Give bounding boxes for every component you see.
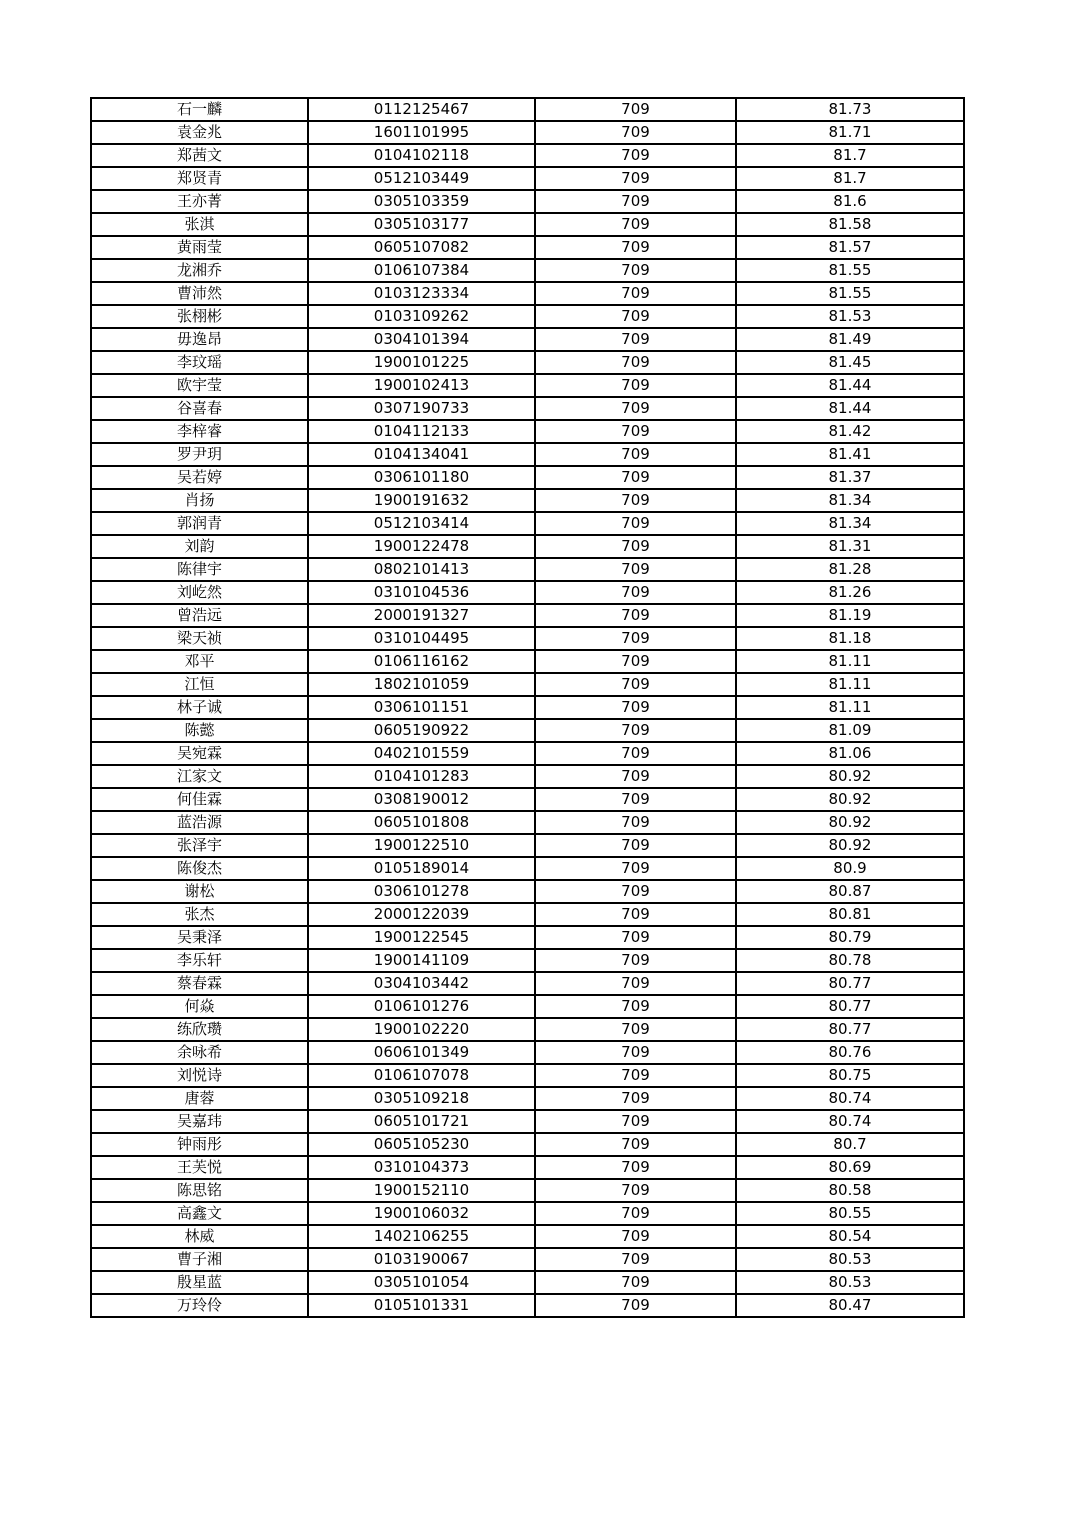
table-row — [91, 1133, 964, 1156]
subject-code-cell: 709 — [535, 443, 736, 466]
score-cell: 81.53 — [736, 305, 964, 328]
candidate-name-cell: 张淇 — [91, 213, 308, 236]
candidate-id-cell: 0310104536 — [308, 581, 535, 604]
score-cell: 81.55 — [736, 282, 964, 305]
candidate-name-cell: 练欣瓒 — [91, 1018, 308, 1041]
score-cell: 81.55 — [736, 259, 964, 282]
table-row — [91, 811, 964, 834]
candidate-id-cell: 1802101059 — [308, 673, 535, 696]
score-cell: 81.31 — [736, 535, 964, 558]
table-row — [91, 98, 964, 121]
table-row — [91, 1294, 964, 1317]
table-row — [91, 213, 964, 236]
candidate-name-cell: 林子诚 — [91, 696, 308, 719]
score-cell: 80.7 — [736, 1133, 964, 1156]
subject-code-cell: 709 — [535, 489, 736, 512]
score-cell: 81.37 — [736, 466, 964, 489]
subject-code-cell: 709 — [535, 144, 736, 167]
table-row — [91, 1156, 964, 1179]
table-row — [91, 1179, 964, 1202]
candidate-name-cell: 梁天祯 — [91, 627, 308, 650]
candidate-id-cell: 1900141109 — [308, 949, 535, 972]
candidate-id-cell: 0104112133 — [308, 420, 535, 443]
score-cell: 80.92 — [736, 834, 964, 857]
table-row — [91, 558, 964, 581]
candidate-id-cell: 1900101225 — [308, 351, 535, 374]
table-row — [91, 604, 964, 627]
candidate-name-cell: 曹沛然 — [91, 282, 308, 305]
candidate-id-cell: 2000122039 — [308, 903, 535, 926]
score-table — [90, 97, 965, 1318]
score-cell: 81.49 — [736, 328, 964, 351]
table-row — [91, 765, 964, 788]
table-row — [91, 351, 964, 374]
score-cell: 81.11 — [736, 650, 964, 673]
candidate-name-cell: 陈律宇 — [91, 558, 308, 581]
table-row — [91, 167, 964, 190]
table-row — [91, 1225, 964, 1248]
candidate-name-cell: 钟雨彤 — [91, 1133, 308, 1156]
score-cell: 81.26 — [736, 581, 964, 604]
table-row — [91, 144, 964, 167]
score-cell: 80.92 — [736, 788, 964, 811]
subject-code-cell: 709 — [535, 1179, 736, 1202]
candidate-name-cell: 林威 — [91, 1225, 308, 1248]
candidate-name-cell: 蔡春霖 — [91, 972, 308, 995]
candidate-id-cell: 0103190067 — [308, 1248, 535, 1271]
table-row — [91, 420, 964, 443]
candidate-name-cell: 蓝浩源 — [91, 811, 308, 834]
score-cell: 80.9 — [736, 857, 964, 880]
candidate-id-cell: 0606101349 — [308, 1041, 535, 1064]
table-row — [91, 1248, 964, 1271]
candidate-id-cell: 0605107082 — [308, 236, 535, 259]
candidate-name-cell: 袁金兆 — [91, 121, 308, 144]
candidate-name-cell: 李乐轩 — [91, 949, 308, 972]
candidate-name-cell: 余咏希 — [91, 1041, 308, 1064]
subject-code-cell: 709 — [535, 167, 736, 190]
candidate-id-cell: 1900106032 — [308, 1202, 535, 1225]
table-row — [91, 466, 964, 489]
table-row — [91, 190, 964, 213]
score-cell: 81.7 — [736, 144, 964, 167]
score-cell: 80.77 — [736, 1018, 964, 1041]
candidate-name-cell: 肖扬 — [91, 489, 308, 512]
candidate-name-cell: 郭润青 — [91, 512, 308, 535]
score-sheet — [90, 97, 963, 1318]
table-row — [91, 857, 964, 880]
candidate-name-cell: 吴若婷 — [91, 466, 308, 489]
score-cell: 81.6 — [736, 190, 964, 213]
candidate-name-cell: 何焱 — [91, 995, 308, 1018]
score-cell: 80.78 — [736, 949, 964, 972]
score-cell: 81.28 — [736, 558, 964, 581]
subject-code-cell: 709 — [535, 397, 736, 420]
subject-code-cell: 709 — [535, 673, 736, 696]
candidate-name-cell: 曹子湘 — [91, 1248, 308, 1271]
table-row — [91, 834, 964, 857]
candidate-name-cell: 龙湘乔 — [91, 259, 308, 282]
candidate-name-cell: 殷星蓝 — [91, 1271, 308, 1294]
subject-code-cell: 709 — [535, 512, 736, 535]
score-cell: 80.77 — [736, 995, 964, 1018]
subject-code-cell: 709 — [535, 719, 736, 742]
subject-code-cell: 709 — [535, 627, 736, 650]
candidate-name-cell: 何佳霖 — [91, 788, 308, 811]
candidate-name-cell: 王亦菁 — [91, 190, 308, 213]
score-cell: 81.45 — [736, 351, 964, 374]
candidate-id-cell: 0306101151 — [308, 696, 535, 719]
candidate-name-cell: 吴嘉玮 — [91, 1110, 308, 1133]
candidate-id-cell: 0105101331 — [308, 1294, 535, 1317]
candidate-id-cell: 0104134041 — [308, 443, 535, 466]
candidate-id-cell: 0104102118 — [308, 144, 535, 167]
table-row — [91, 489, 964, 512]
score-cell: 80.81 — [736, 903, 964, 926]
table-row — [91, 719, 964, 742]
candidate-id-cell: 0104101283 — [308, 765, 535, 788]
table-row — [91, 742, 964, 765]
score-cell: 81.06 — [736, 742, 964, 765]
score-cell: 81.11 — [736, 696, 964, 719]
table-row — [91, 328, 964, 351]
candidate-id-cell: 0605190922 — [308, 719, 535, 742]
score-cell: 80.92 — [736, 811, 964, 834]
candidate-id-cell: 0304101394 — [308, 328, 535, 351]
score-cell: 81.41 — [736, 443, 964, 466]
score-cell: 80.79 — [736, 926, 964, 949]
subject-code-cell: 709 — [535, 466, 736, 489]
score-cell: 80.87 — [736, 880, 964, 903]
candidate-id-cell: 1900102220 — [308, 1018, 535, 1041]
candidate-id-cell: 1900122510 — [308, 834, 535, 857]
score-cell: 80.53 — [736, 1248, 964, 1271]
candidate-id-cell: 0402101559 — [308, 742, 535, 765]
score-cell: 81.09 — [736, 719, 964, 742]
candidate-name-cell: 万玲伶 — [91, 1294, 308, 1317]
score-cell: 81.44 — [736, 397, 964, 420]
table-row — [91, 1087, 964, 1110]
table-row — [91, 535, 964, 558]
subject-code-cell: 709 — [535, 1294, 736, 1317]
score-cell: 80.54 — [736, 1225, 964, 1248]
table-row — [91, 949, 964, 972]
candidate-id-cell: 0306101278 — [308, 880, 535, 903]
candidate-id-cell: 0310104495 — [308, 627, 535, 650]
table-row — [91, 788, 964, 811]
table-row — [91, 1110, 964, 1133]
subject-code-cell: 709 — [535, 1225, 736, 1248]
score-cell: 80.53 — [736, 1271, 964, 1294]
candidate-name-cell: 陈思铭 — [91, 1179, 308, 1202]
subject-code-cell: 709 — [535, 558, 736, 581]
subject-code-cell: 709 — [535, 650, 736, 673]
candidate-id-cell: 0103123334 — [308, 282, 535, 305]
candidate-id-cell: 0310104373 — [308, 1156, 535, 1179]
score-cell: 80.55 — [736, 1202, 964, 1225]
candidate-name-cell: 曾浩远 — [91, 604, 308, 627]
candidate-name-cell: 江家文 — [91, 765, 308, 788]
table-row — [91, 121, 964, 144]
subject-code-cell: 709 — [535, 926, 736, 949]
subject-code-cell: 709 — [535, 903, 736, 926]
candidate-name-cell: 唐蓉 — [91, 1087, 308, 1110]
subject-code-cell: 709 — [535, 259, 736, 282]
subject-code-cell: 709 — [535, 1202, 736, 1225]
candidate-id-cell: 0106107384 — [308, 259, 535, 282]
subject-code-cell: 709 — [535, 420, 736, 443]
subject-code-cell: 709 — [535, 1041, 736, 1064]
table-row — [91, 305, 964, 328]
candidate-name-cell: 毋逸昂 — [91, 328, 308, 351]
candidate-id-cell: 2000191327 — [308, 604, 535, 627]
candidate-id-cell: 1402106255 — [308, 1225, 535, 1248]
score-cell: 81.34 — [736, 512, 964, 535]
candidate-id-cell: 1900191632 — [308, 489, 535, 512]
score-table-body — [91, 98, 964, 1317]
subject-code-cell: 709 — [535, 535, 736, 558]
candidate-id-cell: 0106107078 — [308, 1064, 535, 1087]
table-row — [91, 995, 964, 1018]
candidate-name-cell: 罗尹玥 — [91, 443, 308, 466]
subject-code-cell: 709 — [535, 351, 736, 374]
candidate-id-cell: 0512103414 — [308, 512, 535, 535]
table-row — [91, 374, 964, 397]
candidate-id-cell: 1900122478 — [308, 535, 535, 558]
candidate-name-cell: 谷喜春 — [91, 397, 308, 420]
candidate-id-cell: 0305109218 — [308, 1087, 535, 1110]
score-cell: 81.73 — [736, 98, 964, 121]
score-cell: 80.74 — [736, 1110, 964, 1133]
candidate-id-cell: 0304103442 — [308, 972, 535, 995]
score-cell: 80.77 — [736, 972, 964, 995]
candidate-id-cell: 0105189014 — [308, 857, 535, 880]
score-cell: 80.75 — [736, 1064, 964, 1087]
candidate-name-cell: 黄雨莹 — [91, 236, 308, 259]
candidate-name-cell: 张泽宇 — [91, 834, 308, 857]
score-cell: 81.57 — [736, 236, 964, 259]
score-cell: 80.74 — [736, 1087, 964, 1110]
candidate-id-cell: 0106101276 — [308, 995, 535, 1018]
subject-code-cell: 709 — [535, 581, 736, 604]
table-row — [91, 443, 964, 466]
table-row — [91, 1202, 964, 1225]
subject-code-cell: 709 — [535, 328, 736, 351]
candidate-id-cell: 0305101054 — [308, 1271, 535, 1294]
subject-code-cell: 709 — [535, 213, 736, 236]
subject-code-cell: 709 — [535, 949, 736, 972]
candidate-name-cell: 刘屹然 — [91, 581, 308, 604]
candidate-id-cell: 0605101808 — [308, 811, 535, 834]
score-cell: 81.7 — [736, 167, 964, 190]
subject-code-cell: 709 — [535, 121, 736, 144]
subject-code-cell: 709 — [535, 696, 736, 719]
score-cell: 80.58 — [736, 1179, 964, 1202]
candidate-id-cell: 0307190733 — [308, 397, 535, 420]
subject-code-cell: 709 — [535, 1018, 736, 1041]
score-cell: 81.44 — [736, 374, 964, 397]
candidate-id-cell: 0605105230 — [308, 1133, 535, 1156]
subject-code-cell: 709 — [535, 305, 736, 328]
candidate-id-cell: 0802101413 — [308, 558, 535, 581]
subject-code-cell: 709 — [535, 1110, 736, 1133]
subject-code-cell: 709 — [535, 1087, 736, 1110]
candidate-name-cell: 郑贤青 — [91, 167, 308, 190]
subject-code-cell: 709 — [535, 604, 736, 627]
table-row — [91, 972, 964, 995]
candidate-id-cell: 1900122545 — [308, 926, 535, 949]
subject-code-cell: 709 — [535, 98, 736, 121]
table-row — [91, 1041, 964, 1064]
candidate-id-cell: 0103109262 — [308, 305, 535, 328]
candidate-name-cell: 吴秉泽 — [91, 926, 308, 949]
score-cell: 81.71 — [736, 121, 964, 144]
candidate-name-cell: 陈俊杰 — [91, 857, 308, 880]
candidate-name-cell: 石一麟 — [91, 98, 308, 121]
score-cell: 81.18 — [736, 627, 964, 650]
subject-code-cell: 709 — [535, 880, 736, 903]
candidate-name-cell: 李玟瑶 — [91, 351, 308, 374]
subject-code-cell: 709 — [535, 1133, 736, 1156]
table-row — [91, 903, 964, 926]
candidate-name-cell: 江恒 — [91, 673, 308, 696]
table-row — [91, 1271, 964, 1294]
score-cell: 80.92 — [736, 765, 964, 788]
candidate-name-cell: 吴宛霖 — [91, 742, 308, 765]
candidate-name-cell: 张杰 — [91, 903, 308, 926]
subject-code-cell: 709 — [535, 811, 736, 834]
subject-code-cell: 709 — [535, 742, 736, 765]
subject-code-cell: 709 — [535, 972, 736, 995]
score-cell: 81.11 — [736, 673, 964, 696]
subject-code-cell: 709 — [535, 190, 736, 213]
candidate-name-cell: 郑茜文 — [91, 144, 308, 167]
table-row — [91, 627, 964, 650]
candidate-id-cell: 0112125467 — [308, 98, 535, 121]
subject-code-cell: 709 — [535, 834, 736, 857]
candidate-name-cell: 刘悦诗 — [91, 1064, 308, 1087]
score-cell: 81.58 — [736, 213, 964, 236]
candidate-name-cell: 王芙悦 — [91, 1156, 308, 1179]
subject-code-cell: 709 — [535, 282, 736, 305]
candidate-name-cell: 高鑫文 — [91, 1202, 308, 1225]
candidate-id-cell: 0605101721 — [308, 1110, 535, 1133]
candidate-id-cell: 0512103449 — [308, 167, 535, 190]
table-row — [91, 880, 964, 903]
candidate-name-cell: 陈懿 — [91, 719, 308, 742]
candidate-id-cell: 0306101180 — [308, 466, 535, 489]
table-row — [91, 650, 964, 673]
score-cell: 81.34 — [736, 489, 964, 512]
candidate-name-cell: 李梓睿 — [91, 420, 308, 443]
table-row — [91, 397, 964, 420]
subject-code-cell: 709 — [535, 374, 736, 397]
score-cell: 80.69 — [736, 1156, 964, 1179]
subject-code-cell: 709 — [535, 765, 736, 788]
table-row — [91, 673, 964, 696]
subject-code-cell: 709 — [535, 1248, 736, 1271]
candidate-name-cell: 刘韵 — [91, 535, 308, 558]
subject-code-cell: 709 — [535, 1271, 736, 1294]
subject-code-cell: 709 — [535, 1156, 736, 1179]
candidate-id-cell: 1900152110 — [308, 1179, 535, 1202]
table-row — [91, 236, 964, 259]
table-row — [91, 1018, 964, 1041]
candidate-id-cell: 1601101995 — [308, 121, 535, 144]
table-row — [91, 259, 964, 282]
table-row — [91, 581, 964, 604]
candidate-name-cell: 欧宇莹 — [91, 374, 308, 397]
candidate-id-cell: 0305103177 — [308, 213, 535, 236]
subject-code-cell: 709 — [535, 857, 736, 880]
subject-code-cell: 709 — [535, 788, 736, 811]
table-row — [91, 1064, 964, 1087]
subject-code-cell: 709 — [535, 995, 736, 1018]
candidate-id-cell: 0106116162 — [308, 650, 535, 673]
candidate-name-cell: 张栩彬 — [91, 305, 308, 328]
candidate-name-cell: 谢松 — [91, 880, 308, 903]
candidate-id-cell: 1900102413 — [308, 374, 535, 397]
score-cell: 81.42 — [736, 420, 964, 443]
score-cell: 81.19 — [736, 604, 964, 627]
score-cell: 80.47 — [736, 1294, 964, 1317]
table-row — [91, 696, 964, 719]
table-row — [91, 926, 964, 949]
table-row — [91, 512, 964, 535]
subject-code-cell: 709 — [535, 236, 736, 259]
candidate-id-cell: 0305103359 — [308, 190, 535, 213]
candidate-id-cell: 0308190012 — [308, 788, 535, 811]
score-cell: 80.76 — [736, 1041, 964, 1064]
table-row — [91, 282, 964, 305]
candidate-name-cell: 邓平 — [91, 650, 308, 673]
subject-code-cell: 709 — [535, 1064, 736, 1087]
